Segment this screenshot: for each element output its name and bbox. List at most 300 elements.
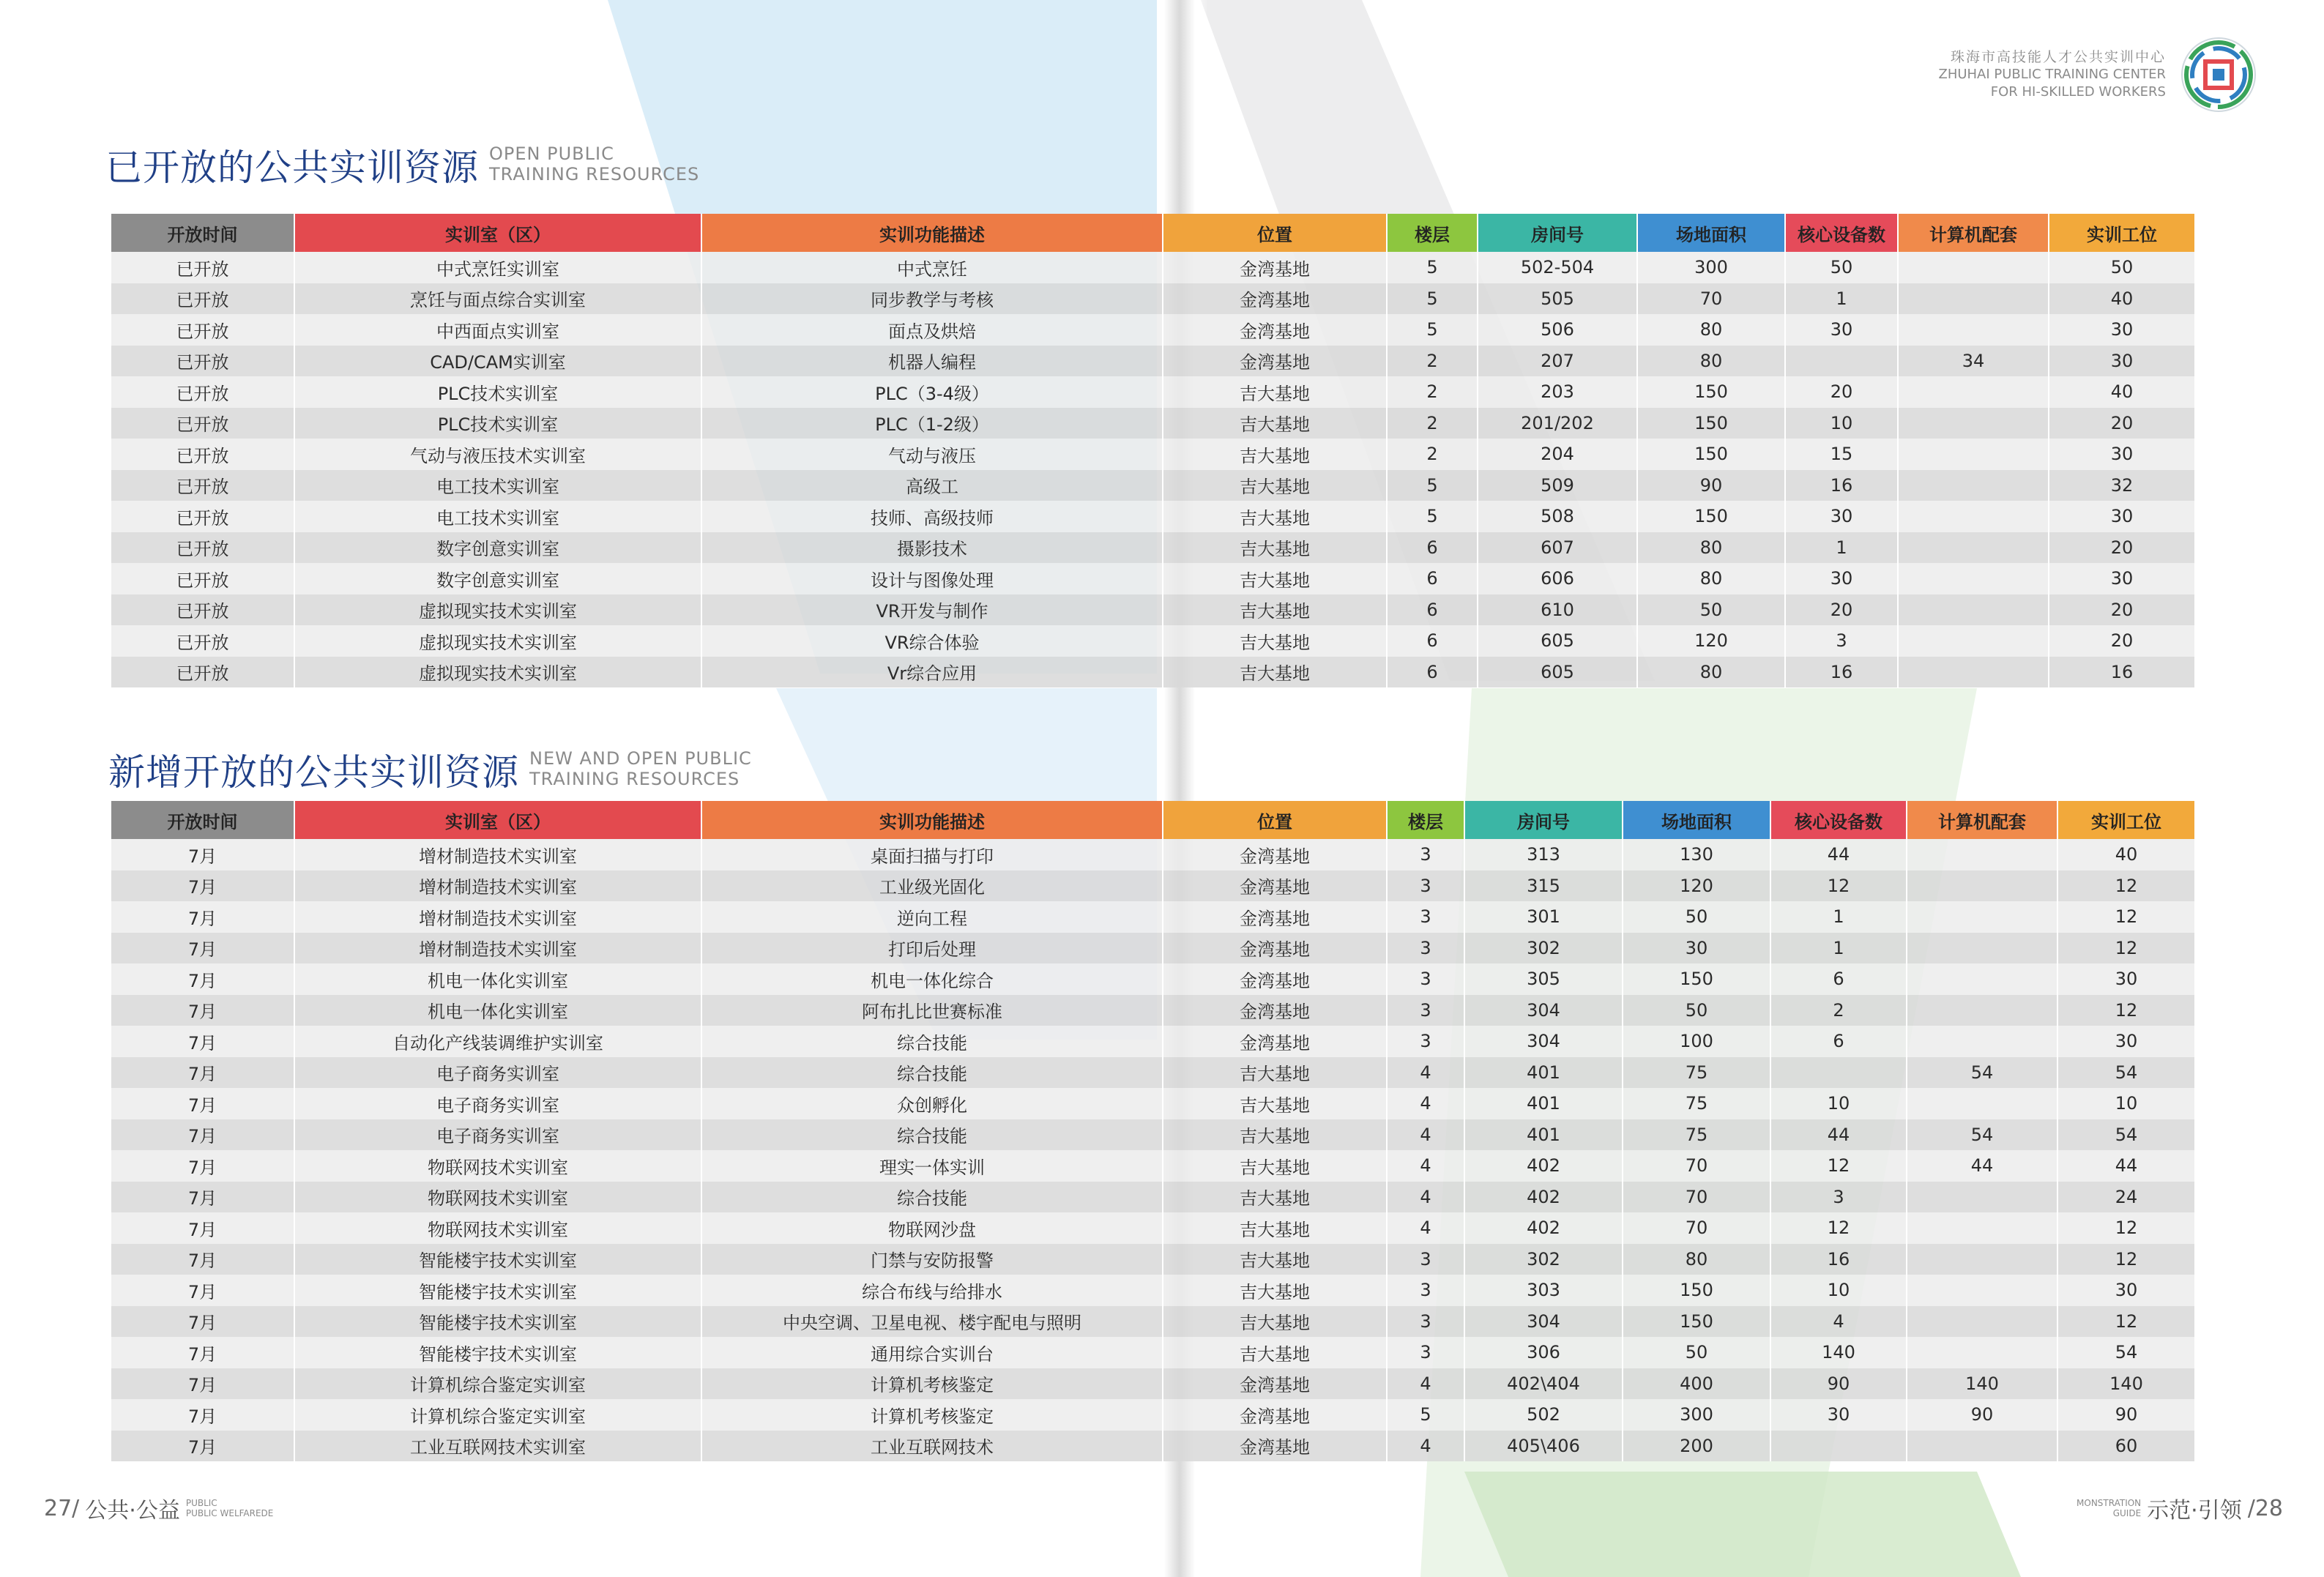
cell-room: 计算机综合鉴定实训室 — [294, 1399, 701, 1431]
footer-left-small-2: PUBLIC WELFAREDE — [185, 1508, 274, 1518]
col-room: 实训室（区） — [294, 214, 701, 252]
cell-core-equipment: 30 — [1785, 563, 1898, 594]
cell-core-equipment: 15 — [1785, 439, 1898, 470]
cell-floor: 2 — [1387, 346, 1478, 377]
cell-location: 吉大基地 — [1163, 563, 1387, 594]
cell-core-equipment: 1 — [1770, 901, 1907, 933]
cell-function: 设计与图像处理 — [701, 563, 1163, 594]
cell-core-equipment: 30 — [1785, 314, 1898, 346]
cell-open-time: 7月 — [111, 870, 294, 902]
cell-function: 摄影技术 — [701, 532, 1163, 564]
section2-title-cn: 新增开放的公共实训资源 — [108, 751, 519, 794]
cell-room-number: 605 — [1478, 657, 1637, 688]
cell-location: 吉大基地 — [1163, 470, 1387, 502]
table-row — [111, 563, 2195, 594]
section1-title-en-2: TRAINING RESOURCES — [489, 164, 700, 184]
cell-core-equipment: 10 — [1785, 408, 1898, 439]
new-resources-body — [111, 839, 2195, 1461]
table-row — [111, 901, 2195, 933]
cell-location: 金湾基地 — [1163, 283, 1387, 315]
cell-room: 电工技术实训室 — [294, 470, 701, 502]
cell-area: 150 — [1623, 963, 1770, 995]
cell-room: 烹饪与面点综合实训室 — [294, 283, 701, 315]
cell-location: 金湾基地 — [1163, 1399, 1387, 1431]
footer-right — [2077, 1492, 2283, 1524]
cell-workstations: 12 — [2057, 1306, 2195, 1338]
cell-room: 智能楼宇技术实训室 — [294, 1275, 701, 1306]
cell-room: 增材制造技术实训室 — [294, 933, 701, 964]
cell-room-number: 306 — [1464, 1337, 1623, 1368]
cell-floor: 4 — [1387, 1088, 1464, 1119]
cell-computers — [1898, 283, 2049, 315]
table-row — [111, 1182, 2195, 1213]
cell-workstations: 60 — [2057, 1431, 2195, 1462]
cell-function: 计算机考核鉴定 — [701, 1399, 1163, 1431]
cell-open-time: 7月 — [111, 1244, 294, 1275]
cell-location: 吉大基地 — [1163, 594, 1387, 626]
cell-room: 计算机综合鉴定实训室 — [294, 1368, 701, 1400]
cell-function: 计算机考核鉴定 — [701, 1368, 1163, 1400]
cell-room: 中式烹饪实训室 — [294, 252, 701, 283]
cell-computers — [1898, 563, 2049, 594]
table-row — [111, 439, 2195, 470]
cell-workstations: 30 — [2057, 1026, 2195, 1057]
col-room-number: 房间号 — [1464, 801, 1623, 839]
cell-room-number: 607 — [1478, 532, 1637, 564]
col-room-number: 房间号 — [1478, 214, 1637, 252]
table-row — [111, 1399, 2195, 1431]
cell-open-time: 已开放 — [111, 283, 294, 315]
cell-function: 机器人编程 — [701, 346, 1163, 377]
cell-room: 数字创意实训室 — [294, 563, 701, 594]
cell-floor: 3 — [1387, 1337, 1464, 1368]
cell-room-number: 207 — [1478, 346, 1637, 377]
cell-location: 金湾基地 — [1163, 963, 1387, 995]
cell-core-equipment — [1770, 1057, 1907, 1089]
table-row — [111, 594, 2195, 626]
cell-area: 75 — [1623, 1088, 1770, 1119]
open-resources-table — [111, 214, 2196, 687]
cell-workstations: 30 — [2049, 439, 2195, 470]
cell-computers: 90 — [1907, 1399, 2057, 1431]
cell-function: VR开发与制作 — [701, 594, 1163, 626]
cell-floor: 3 — [1387, 1244, 1464, 1275]
col-location: 位置 — [1163, 801, 1387, 839]
cell-open-time: 已开放 — [111, 532, 294, 564]
cell-room: 智能楼宇技术实训室 — [294, 1337, 701, 1368]
cell-room-number: 313 — [1464, 839, 1623, 870]
org-logo-icon — [2180, 37, 2257, 113]
cell-room-number: 402 — [1464, 1182, 1623, 1213]
table-row — [111, 995, 2195, 1026]
cell-open-time: 7月 — [111, 1057, 294, 1089]
section2-title — [108, 748, 752, 794]
table-row — [111, 870, 2195, 902]
col-location: 位置 — [1163, 214, 1387, 252]
cell-room: 数字创意实训室 — [294, 532, 701, 564]
cell-workstations: 12 — [2057, 1212, 2195, 1244]
cell-core-equipment: 4 — [1770, 1306, 1907, 1338]
cell-function: 同步教学与考核 — [701, 283, 1163, 315]
cell-location: 吉大基地 — [1163, 1150, 1387, 1182]
org-name-en-1: ZHUHAI PUBLIC TRAINING CENTER — [1938, 67, 2166, 82]
table-row — [111, 1150, 2195, 1182]
section1-title-en-1: OPEN PUBLIC — [489, 143, 614, 164]
cell-computers — [1907, 839, 2057, 870]
cell-workstations: 12 — [2057, 901, 2195, 933]
table-row — [111, 376, 2195, 408]
table-row — [111, 1306, 2195, 1338]
cell-area: 80 — [1637, 657, 1785, 688]
cell-workstations: 140 — [2057, 1368, 2195, 1400]
cell-core-equipment: 30 — [1785, 501, 1898, 532]
cell-workstations: 30 — [2049, 346, 2195, 377]
cell-room: 智能楼宇技术实训室 — [294, 1244, 701, 1275]
cell-core-equipment: 1 — [1785, 283, 1898, 315]
cell-room-number: 505 — [1478, 283, 1637, 315]
cell-room-number: 605 — [1478, 625, 1637, 657]
cell-room-number: 303 — [1464, 1275, 1623, 1306]
cell-area: 300 — [1637, 252, 1785, 283]
cell-function: Vr综合应用 — [701, 657, 1163, 688]
cell-core-equipment: 3 — [1770, 1182, 1907, 1213]
org-name-en-2: FOR HI-SKILLED WORKERS — [1990, 84, 2166, 100]
cell-function: 物联网沙盘 — [701, 1212, 1163, 1244]
cell-room: 智能楼宇技术实训室 — [294, 1306, 701, 1338]
table-row — [111, 1368, 2195, 1400]
cell-computers — [1898, 532, 2049, 564]
cell-open-time: 7月 — [111, 963, 294, 995]
cell-room: 电子商务实训室 — [294, 1088, 701, 1119]
table-row — [111, 1431, 2195, 1462]
cell-floor: 6 — [1387, 594, 1478, 626]
cell-floor: 6 — [1387, 532, 1478, 564]
cell-workstations: 24 — [2057, 1182, 2195, 1213]
footer-left — [44, 1492, 273, 1524]
cell-location: 金湾基地 — [1163, 1368, 1387, 1400]
table-row — [111, 314, 2195, 346]
cell-area: 100 — [1623, 1026, 1770, 1057]
cell-floor: 2 — [1387, 408, 1478, 439]
cell-computers — [1907, 1306, 2057, 1338]
cell-room-number: 401 — [1464, 1057, 1623, 1089]
cell-floor: 4 — [1387, 1182, 1464, 1213]
table-header-row — [111, 214, 2195, 252]
table-row — [111, 501, 2195, 532]
cell-area: 50 — [1623, 1337, 1770, 1368]
cell-function: VR综合体验 — [701, 625, 1163, 657]
cell-floor: 6 — [1387, 657, 1478, 688]
col-computers: 计算机配套 — [1907, 801, 2057, 839]
cell-workstations: 20 — [2049, 532, 2195, 564]
cell-core-equipment: 1 — [1785, 532, 1898, 564]
cell-room-number: 204 — [1478, 439, 1637, 470]
cell-workstations: 30 — [2049, 563, 2195, 594]
cell-room-number: 304 — [1464, 995, 1623, 1026]
cell-area: 75 — [1623, 1119, 1770, 1151]
cell-open-time: 已开放 — [111, 470, 294, 502]
cell-floor: 3 — [1387, 1275, 1464, 1306]
cell-function: 门禁与安防报警 — [701, 1244, 1163, 1275]
cell-function: 打印后处理 — [701, 933, 1163, 964]
cell-room-number: 305 — [1464, 963, 1623, 995]
cell-workstations: 54 — [2057, 1057, 2195, 1089]
cell-room-number: 402 — [1464, 1150, 1623, 1182]
new-resources-table — [111, 801, 2196, 1461]
footer-left-label: 公共·公益 — [85, 1498, 180, 1524]
cell-room: 物联网技术实训室 — [294, 1150, 701, 1182]
cell-open-time: 7月 — [111, 1337, 294, 1368]
cell-area: 90 — [1637, 470, 1785, 502]
cell-room: 增材制造技术实训室 — [294, 901, 701, 933]
cell-room: 机电一体化实训室 — [294, 995, 701, 1026]
cell-room-number: 301 — [1464, 901, 1623, 933]
cell-core-equipment: 44 — [1770, 1119, 1907, 1151]
cell-room: PLC技术实训室 — [294, 408, 701, 439]
cell-open-time: 已开放 — [111, 657, 294, 688]
cell-location: 吉大基地 — [1163, 1057, 1387, 1089]
cell-function: 理实一体实训 — [701, 1150, 1163, 1182]
cell-area: 70 — [1623, 1150, 1770, 1182]
col-core-equipment: 核心设备数 — [1785, 214, 1898, 252]
table-row — [111, 283, 2195, 315]
cell-function: 工业互联网技术 — [701, 1431, 1163, 1462]
cell-room-number: 502-504 — [1478, 252, 1637, 283]
cell-open-time: 已开放 — [111, 594, 294, 626]
table-row — [111, 839, 2195, 870]
table-row — [111, 1275, 2195, 1306]
cell-floor: 3 — [1387, 1306, 1464, 1338]
cell-function: 机电一体化综合 — [701, 963, 1163, 995]
col-computers: 计算机配套 — [1898, 214, 2049, 252]
section1-title — [105, 143, 699, 189]
cell-function: 工业级光固化 — [701, 870, 1163, 902]
cell-open-time: 7月 — [111, 1399, 294, 1431]
cell-function: 综合技能 — [701, 1182, 1163, 1213]
cell-computers — [1907, 1337, 2057, 1368]
cell-area: 75 — [1623, 1057, 1770, 1089]
col-open-time: 开放时间 — [111, 801, 294, 839]
cell-computers — [1907, 870, 2057, 902]
cell-room-number: 203 — [1478, 376, 1637, 408]
cell-computers — [1907, 1026, 2057, 1057]
cell-computers — [1898, 314, 2049, 346]
cell-location: 吉大基地 — [1163, 408, 1387, 439]
cell-area: 80 — [1637, 346, 1785, 377]
cell-core-equipment — [1770, 1431, 1907, 1462]
cell-function: 面点及烘焙 — [701, 314, 1163, 346]
cell-core-equipment: 44 — [1770, 839, 1907, 870]
table-row — [111, 933, 2195, 964]
col-open-time: 开放时间 — [111, 214, 294, 252]
cell-computers — [1898, 439, 2049, 470]
cell-computers — [1907, 1088, 2057, 1119]
cell-open-time: 已开放 — [111, 314, 294, 346]
cell-open-time: 已开放 — [111, 408, 294, 439]
cell-computers — [1898, 594, 2049, 626]
cell-area: 80 — [1637, 314, 1785, 346]
cell-core-equipment: 1 — [1770, 933, 1907, 964]
cell-core-equipment: 16 — [1785, 657, 1898, 688]
cell-room-number: 506 — [1478, 314, 1637, 346]
cell-floor: 3 — [1387, 933, 1464, 964]
cell-area: 50 — [1623, 901, 1770, 933]
cell-computers — [1907, 901, 2057, 933]
cell-location: 吉大基地 — [1163, 657, 1387, 688]
cell-core-equipment: 20 — [1785, 376, 1898, 408]
cell-floor: 4 — [1387, 1368, 1464, 1400]
cell-open-time: 已开放 — [111, 501, 294, 532]
cell-workstations: 50 — [2049, 252, 2195, 283]
cell-computers — [1907, 933, 2057, 964]
footer-right-small-2: GUIDE — [2112, 1508, 2142, 1518]
cell-open-time: 已开放 — [111, 625, 294, 657]
cell-room: 增材制造技术实训室 — [294, 870, 701, 902]
cell-core-equipment: 3 — [1785, 625, 1898, 657]
org-logo-block — [1938, 37, 2257, 113]
cell-open-time: 7月 — [111, 1306, 294, 1338]
cell-location: 金湾基地 — [1163, 252, 1387, 283]
cell-room-number: 502 — [1464, 1399, 1623, 1431]
cell-area: 30 — [1623, 933, 1770, 964]
cell-core-equipment: 30 — [1770, 1399, 1907, 1431]
cell-room: 物联网技术实训室 — [294, 1212, 701, 1244]
cell-function: 通用综合实训台 — [701, 1337, 1163, 1368]
cell-open-time: 7月 — [111, 1275, 294, 1306]
cell-area: 200 — [1623, 1431, 1770, 1462]
cell-function: 综合技能 — [701, 1119, 1163, 1151]
table-row — [111, 625, 2195, 657]
cell-room-number: 304 — [1464, 1026, 1623, 1057]
cell-area: 50 — [1637, 594, 1785, 626]
cell-core-equipment: 16 — [1770, 1244, 1907, 1275]
cell-workstations: 12 — [2057, 870, 2195, 902]
cell-room-number: 304 — [1464, 1306, 1623, 1338]
cell-area: 80 — [1637, 563, 1785, 594]
cell-location: 吉大基地 — [1163, 1244, 1387, 1275]
col-core-equipment: 核心设备数 — [1770, 801, 1907, 839]
cell-workstations: 54 — [2057, 1337, 2195, 1368]
cell-area: 150 — [1623, 1275, 1770, 1306]
cell-room: 工业互联网技术实训室 — [294, 1431, 701, 1462]
col-function: 实训功能描述 — [701, 214, 1163, 252]
cell-workstations: 40 — [2057, 839, 2195, 870]
col-workstations: 实训工位 — [2049, 214, 2195, 252]
cell-computers: 34 — [1898, 346, 2049, 377]
cell-core-equipment: 12 — [1770, 1212, 1907, 1244]
cell-location: 吉大基地 — [1163, 376, 1387, 408]
cell-floor: 6 — [1387, 625, 1478, 657]
cell-location: 吉大基地 — [1163, 1088, 1387, 1119]
cell-workstations: 10 — [2057, 1088, 2195, 1119]
cell-computers: 54 — [1907, 1119, 2057, 1151]
cell-workstations: 12 — [2057, 995, 2195, 1026]
cell-floor: 2 — [1387, 376, 1478, 408]
cell-room: PLC技术实训室 — [294, 376, 701, 408]
cell-location: 金湾基地 — [1163, 995, 1387, 1026]
cell-location: 吉大基地 — [1163, 1337, 1387, 1368]
cell-workstations: 30 — [2057, 1275, 2195, 1306]
cell-location: 金湾基地 — [1163, 933, 1387, 964]
footer-right-label: 示范·引领 — [2147, 1498, 2242, 1524]
cell-function: 中央空调、卫星电视、楼宇配电与照明 — [701, 1306, 1163, 1338]
cell-room-number: 402\404 — [1464, 1368, 1623, 1400]
cell-room-number: 610 — [1478, 594, 1637, 626]
cell-area: 80 — [1623, 1244, 1770, 1275]
cell-room-number: 302 — [1464, 933, 1623, 964]
cell-computers — [1898, 625, 2049, 657]
cell-room-number: 508 — [1478, 501, 1637, 532]
cell-function: 综合技能 — [701, 1057, 1163, 1089]
cell-room-number: 201/202 — [1478, 408, 1637, 439]
table-row — [111, 470, 2195, 502]
cell-computers — [1907, 995, 2057, 1026]
cell-computers — [1907, 1244, 2057, 1275]
cell-location: 吉大基地 — [1163, 1212, 1387, 1244]
cell-computers — [1898, 657, 2049, 688]
cell-workstations: 90 — [2057, 1399, 2195, 1431]
cell-floor: 5 — [1387, 1399, 1464, 1431]
cell-workstations: 40 — [2049, 376, 2195, 408]
cell-floor: 5 — [1387, 314, 1478, 346]
cell-open-time: 7月 — [111, 1119, 294, 1151]
cell-core-equipment: 90 — [1770, 1368, 1907, 1400]
section2-title-en-2: TRAINING RESOURCES — [529, 769, 740, 789]
cell-room: 中西面点实训室 — [294, 314, 701, 346]
cell-open-time: 7月 — [111, 1431, 294, 1462]
cell-core-equipment: 12 — [1770, 1150, 1907, 1182]
cell-computers — [1898, 501, 2049, 532]
page-number-right: /28 — [2247, 1495, 2283, 1521]
cell-floor: 6 — [1387, 563, 1478, 594]
cell-function: 高级工 — [701, 470, 1163, 502]
org-name-cn: 珠海市高技能人才公共实训中心 — [1950, 49, 2166, 65]
cell-floor: 4 — [1387, 1212, 1464, 1244]
cell-location: 金湾基地 — [1163, 346, 1387, 377]
cell-room-number: 302 — [1464, 1244, 1623, 1275]
cell-computers — [1907, 963, 2057, 995]
cell-workstations: 12 — [2057, 933, 2195, 964]
cell-location: 吉大基地 — [1163, 501, 1387, 532]
cell-open-time: 已开放 — [111, 563, 294, 594]
cell-core-equipment: 10 — [1770, 1088, 1907, 1119]
cell-workstations: 32 — [2049, 470, 2195, 502]
cell-location: 金湾基地 — [1163, 901, 1387, 933]
cell-workstations: 30 — [2049, 501, 2195, 532]
cell-floor: 3 — [1387, 901, 1464, 933]
table-row — [111, 1337, 2195, 1368]
cell-location: 金湾基地 — [1163, 870, 1387, 902]
cell-room-number: 509 — [1478, 470, 1637, 502]
cell-open-time: 已开放 — [111, 346, 294, 377]
cell-workstations: 20 — [2049, 408, 2195, 439]
cell-workstations: 54 — [2057, 1119, 2195, 1151]
cell-computers: 54 — [1907, 1057, 2057, 1089]
cell-computers — [1907, 1275, 2057, 1306]
cell-room: 机电一体化实训室 — [294, 963, 701, 995]
cell-open-time: 7月 — [111, 1368, 294, 1400]
cell-area: 150 — [1637, 408, 1785, 439]
cell-area: 130 — [1623, 839, 1770, 870]
cell-open-time: 7月 — [111, 933, 294, 964]
cell-location: 吉大基地 — [1163, 1275, 1387, 1306]
cell-core-equipment: 140 — [1770, 1337, 1907, 1368]
cell-function: PLC（3-4级） — [701, 376, 1163, 408]
cell-location: 吉大基地 — [1163, 1306, 1387, 1338]
cell-floor: 5 — [1387, 252, 1478, 283]
col-workstations: 实训工位 — [2057, 801, 2195, 839]
cell-core-equipment: 50 — [1785, 252, 1898, 283]
